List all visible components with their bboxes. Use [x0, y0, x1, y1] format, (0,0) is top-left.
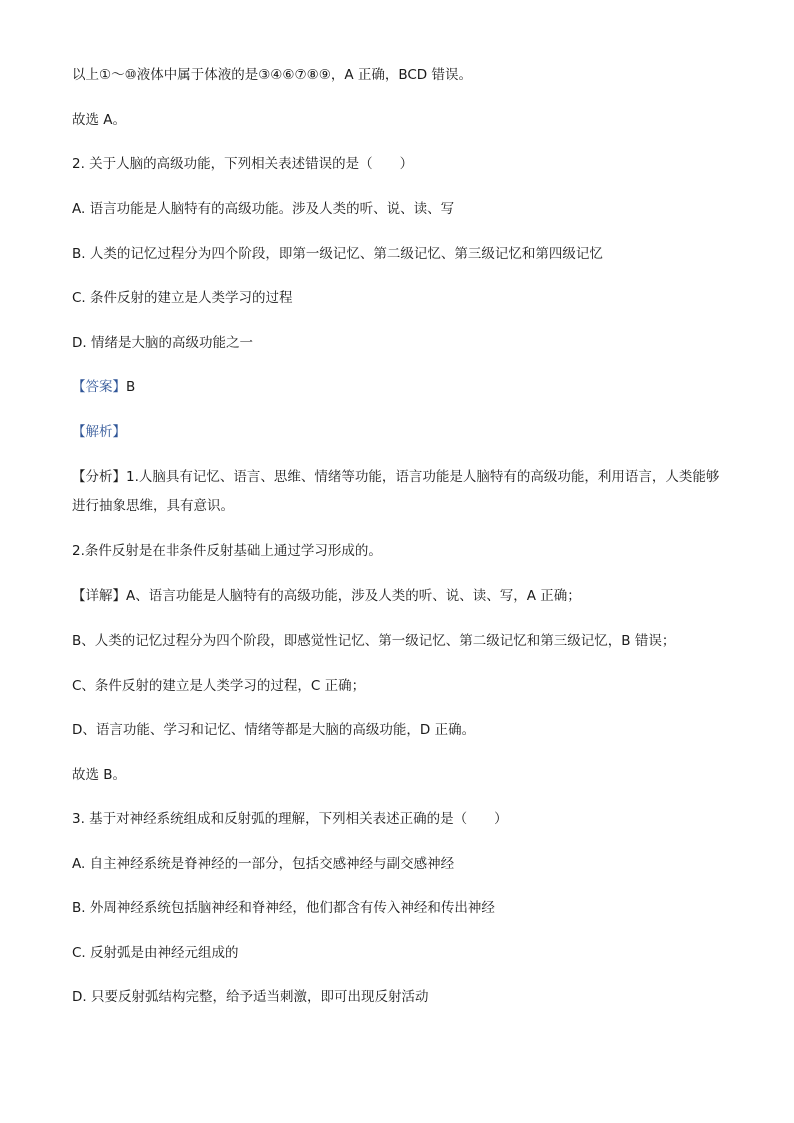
line-text: 以上①～⑩液体中属于体液的是③④⑥⑦⑧⑨，A 正确，BCD 错误。: [72, 67, 472, 83]
q2-analysis-2: [72, 540, 732, 562]
q2-detail-b: [72, 630, 732, 652]
line-text: C. 反射弧是由神经元组成的: [72, 945, 239, 961]
q2-option-d: [72, 332, 732, 354]
q2-answer: [72, 376, 732, 398]
line-text: B、人类的记忆过程分为四个阶段，即感觉性记忆、第一级记忆、第二级记忆和第三级记忆，B 错误；: [72, 633, 676, 649]
line-text: D. 情绪是大脑的高级功能之一: [72, 335, 253, 351]
q1-choice: [72, 109, 732, 131]
line-text: 3. 基于对神经系统组成和反射弧的理解，下列相关表述正确的是（ ）: [72, 811, 508, 827]
q3-option-d: [72, 986, 732, 1008]
line-text: A. 语言功能是人脑特有的高级功能。涉及人类的听、说、读、写: [72, 201, 455, 217]
line-text: 2. 关于人脑的高级功能，下列相关表述错误的是（ ）: [72, 156, 414, 172]
line-text: C、条件反射的建立是人类学习的过程，C 正确；: [72, 678, 366, 694]
q2-detail: [72, 585, 732, 607]
analysis-label: 【分析】: [72, 469, 126, 485]
line-text: 故选 A。: [72, 112, 127, 128]
line-text: A. 自主神经系统是脊神经的一部分，包括交感神经与副交感神经: [72, 856, 455, 872]
line-text: B. 外周神经系统包括脑神经和脊神经，他们都含有传入神经和传出神经: [72, 900, 495, 916]
q2-detail-c: [72, 675, 732, 697]
q2-option-b: [72, 243, 732, 265]
q2-analysis-heading: [72, 421, 732, 443]
analysis-text: 1.人脑具有记忆、语言、思维、情绪等功能，语言功能是人脑特有的高级功能，利用语言，人类能够进行抽象思维，具有意识。: [72, 469, 720, 514]
line-text: C. 条件反射的建立是人类学习的过程: [72, 290, 293, 306]
q2-choice: [72, 764, 732, 786]
q2-detail-d: [72, 719, 732, 741]
q2-option-a: [72, 198, 732, 220]
q3-option-a: [72, 853, 732, 875]
analysis-heading-label: 【解析】: [72, 424, 126, 440]
answer-value: B: [126, 379, 136, 395]
line-text: B. 人类的记忆过程分为四个阶段，即第一级记忆、第二级记忆、第三级记忆和第四级记忆: [72, 246, 603, 262]
q2-analysis: [72, 463, 732, 521]
line-text: 故选 B。: [72, 767, 127, 783]
q3-stem: [72, 808, 732, 830]
q2-stem: [72, 153, 732, 175]
q3-option-b: [72, 897, 732, 919]
detail-text: A、语言功能是人脑特有的高级功能，涉及人类的听、说、读、写，A 正确；: [126, 588, 581, 604]
detail-label: 【详解】: [72, 588, 126, 604]
intro-conclusion: [72, 64, 732, 86]
q3-option-c: [72, 942, 732, 964]
answer-label: 【答案】: [72, 379, 126, 395]
line-text: D. 只要反射弧结构完整，给予适当刺激，即可出现反射活动: [72, 989, 429, 1005]
line-text: 2.条件反射是在非条件反射基础上通过学习形成的。: [72, 543, 382, 559]
line-text: D、语言功能、学习和记忆、情绪等都是大脑的高级功能，D 正确。: [72, 722, 476, 738]
q2-option-c: [72, 287, 732, 309]
